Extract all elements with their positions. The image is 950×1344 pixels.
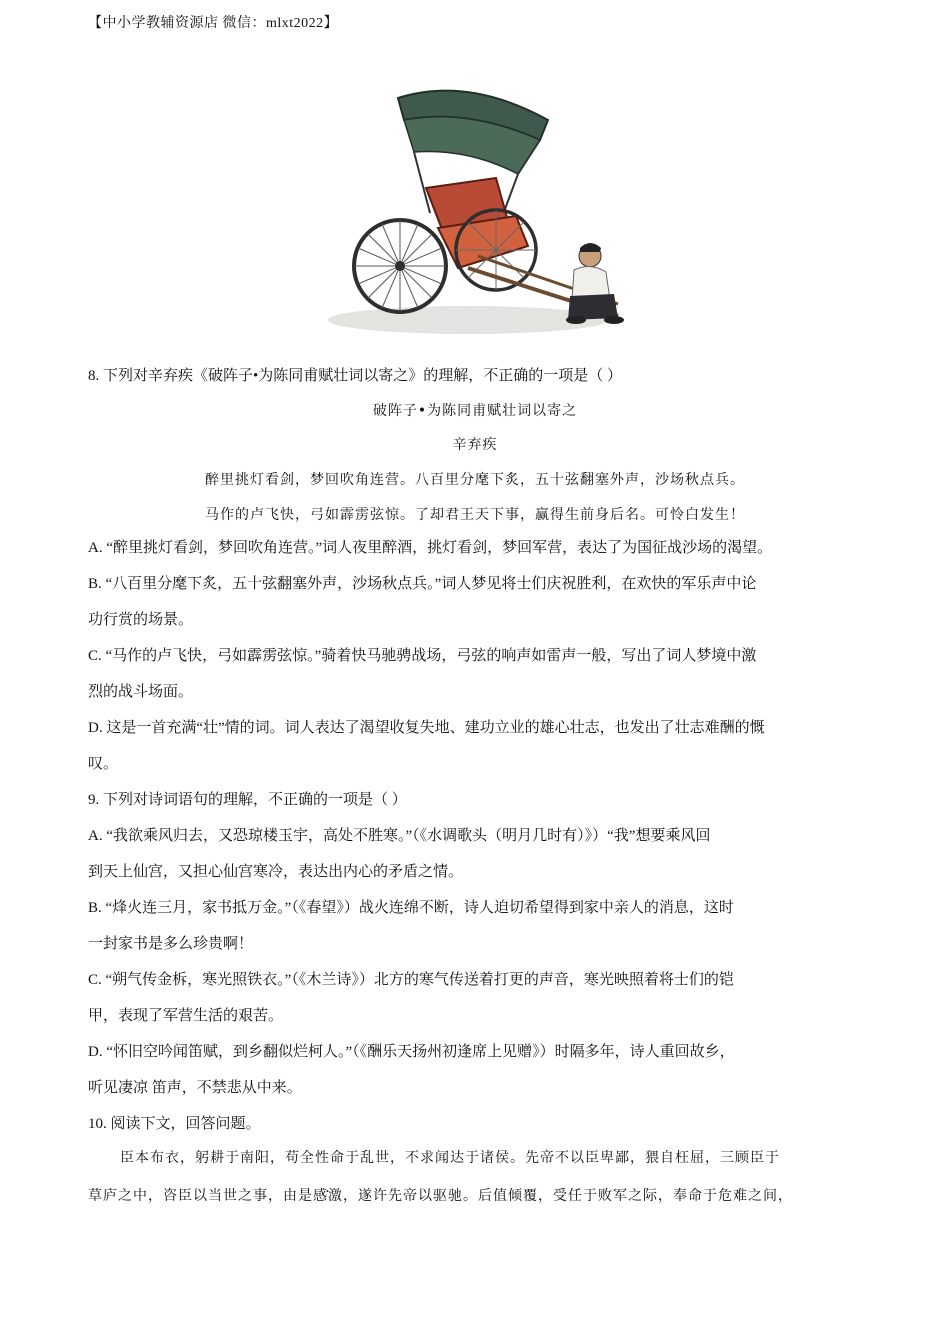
q9-option-a-line1: A. “我欲乘风归去，又恐琼楼玉宇，高处不胜寒。”（《水调歌头（明月几时有）》）“我”想要乘风回: [88, 828, 711, 844]
q9-option-b-line1: B. “烽火连三月，家书抵万金。”（《春望》）战火连绵不断，诗人迫切希望得到家中亲人的消息，这时: [88, 900, 734, 916]
poem-author: 辛弃疾: [452, 437, 498, 453]
question-8-stem: 8. 下列对辛弃疾《破阵子•为陈同甫赋壮词以寄之》的理解，不正确的一项是（ ）: [88, 368, 623, 384]
passage-line-2-end: ，遂许先帝以驱驰。后值倾覆，受任于败军之际，奉命于危难之间，: [343, 1188, 793, 1204]
question-10-stem: 10. 阅读下文，回答问题。: [88, 1116, 261, 1132]
passage-line-2: [88, 1178, 870, 1214]
q8-option-c-line2: 烈的战斗场面。: [88, 684, 194, 700]
q8-option-a: A. “醉里挑灯看剑，梦回吹角连营。”词人夜里醉酒，挑灯看剑，梦回军营，表达了为国征战沙场的渴望。: [88, 540, 773, 556]
passage-line-1: 臣本布衣，躬耕于南阳，苟全性命于乱世，不求闻达于诸侯。先帝不以臣卑鄙，猥自枉屈，三顾臣于: [120, 1150, 780, 1166]
q8-option-d-line1: D. 这是一首充满“壮”情的词。词人表达了渴望收复失地、建功立业的雄心壮志，也发出了壮志难酬的慨: [88, 720, 765, 736]
q9-option-a-line2: 到天上仙宫，又担心仙宫寒冷，表达出内心的矛盾之情。: [88, 864, 464, 880]
poem-title: 破阵子•为陈同甫赋壮词以寄之: [372, 403, 578, 419]
q9-option-d-line2: 听见凄凉 笛声，不禁悲从中来。: [88, 1080, 302, 1096]
q9-option-c-line2: 甲，表现了军营生活的艰苦。: [88, 1008, 284, 1024]
question-9-stem: 9. 下列对诗词语句的理解，不正确的一项是（ ）: [88, 792, 407, 808]
rickshaw-illustration: [318, 78, 638, 346]
q8-option-d-line2: 叹。: [88, 756, 119, 772]
q8-option-c-line1: C. “马作的卢飞快，弓如霹雳弦惊。”骑着快马驰骋战场，弓弦的响声如雷声一般，写出了词人梦境中激: [88, 648, 757, 664]
poem-line-2: 马作的卢飞快，弓如霹雳弦惊。了却君王天下事，赢得生前身后名。可怜白发生！: [205, 507, 745, 523]
watermark-header: 【中小学教辅资源店 微信：mlxt2022】: [88, 16, 339, 31]
passage-line-2-start: 草庐之中，咨臣以当世之事，由是: [88, 1188, 313, 1204]
q9-option-c-line1: C. “朔气传金柝，寒光照铁衣。”（《木兰诗》）北方的寒气传送着打更的声音，寒光映照着将士们的铠: [88, 972, 734, 988]
q9-option-b-line2: 一封家书是多么珍贵啊！: [88, 936, 254, 952]
q8-option-b-line1: B. “八百里分麾下炙，五十弦翻塞外声，沙场秋点兵。”词人梦见将士们庆祝胜利，在欢快的军乐声中论: [88, 576, 757, 592]
poem-line-1: 醉里挑灯看剑，梦回吹角连营。八百里分麾下炙，五十弦翻塞外声，沙场秋点兵。: [205, 472, 745, 488]
dotted-word: 感激: [313, 1188, 343, 1204]
q8-option-b-line2: 功行赏的场景。: [88, 612, 194, 628]
q9-option-d-line1: D. “怀旧空吟闻笛赋，到乡翻似烂柯人。”（《酬乐天扬州初逢席上见赠》）时隔多年，诗人重回故乡，: [88, 1044, 735, 1060]
